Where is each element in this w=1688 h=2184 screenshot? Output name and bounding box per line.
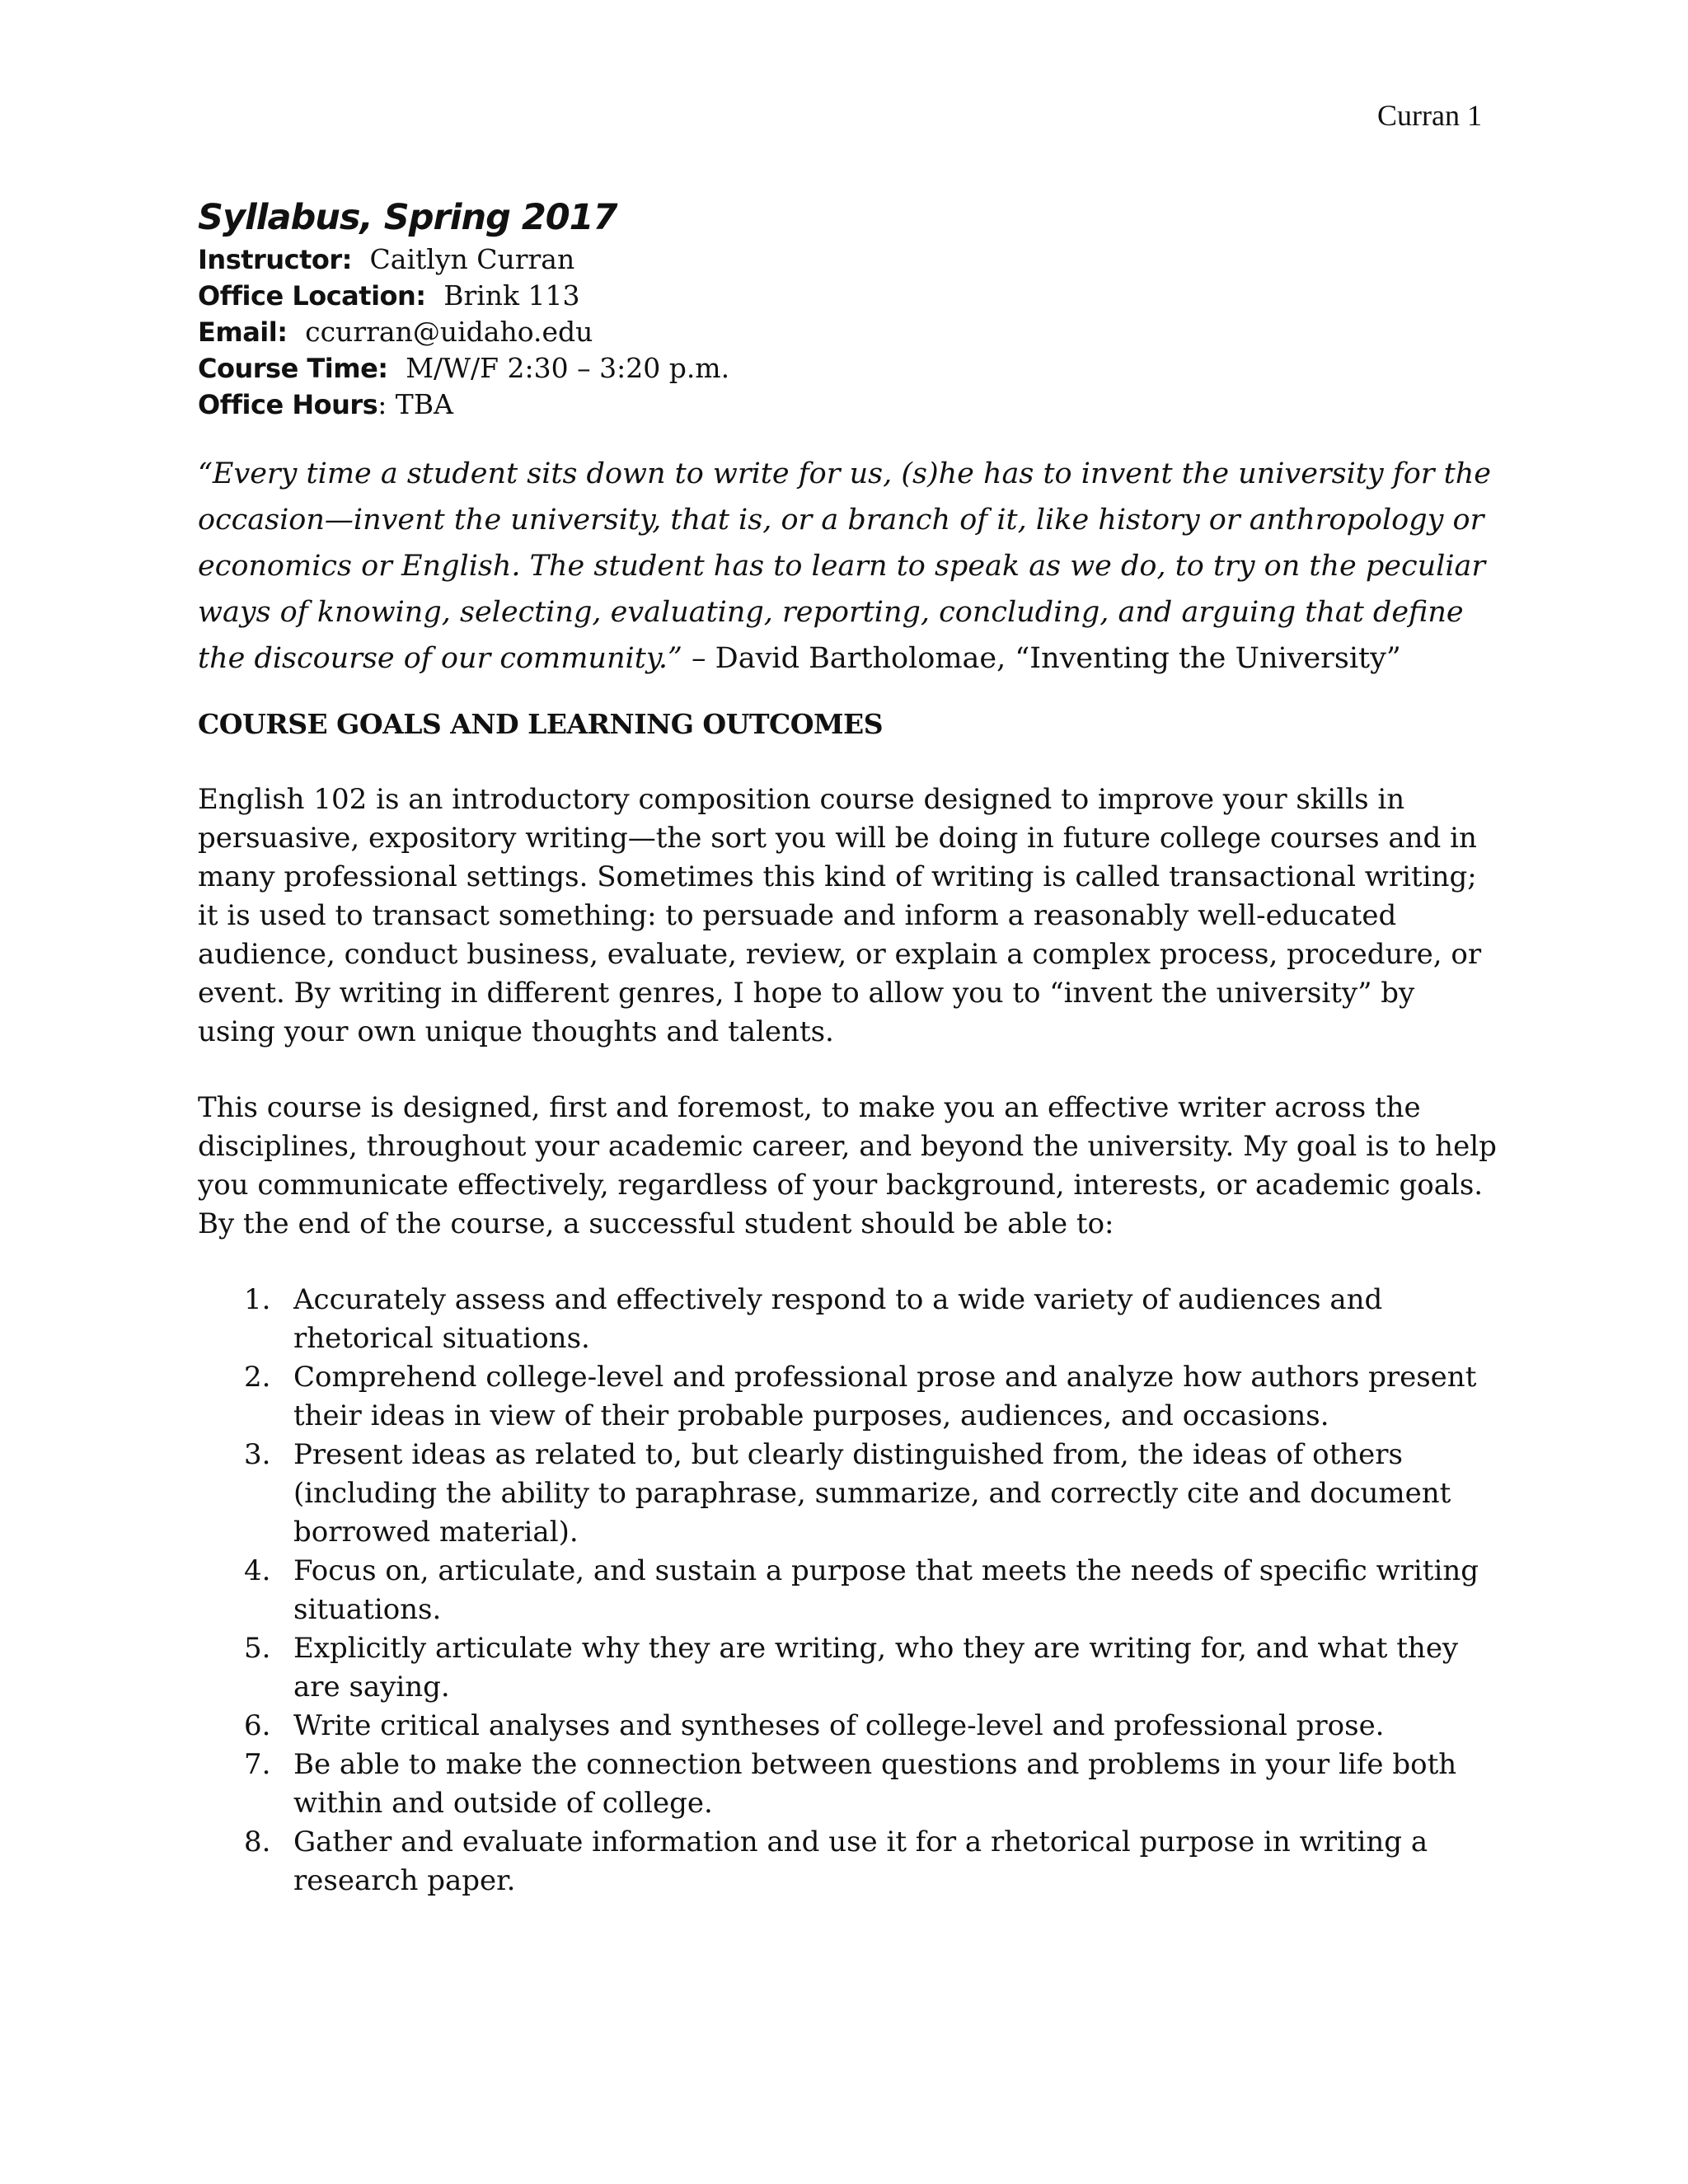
email-line bbox=[198, 314, 1500, 350]
list-item bbox=[198, 1436, 1500, 1552]
list-item bbox=[198, 1281, 1500, 1358]
list-item-number: 4. bbox=[244, 1554, 271, 1587]
list-item-text: Explicitly articulate why they are writing, who they are writing for, and what they are saying. bbox=[293, 1632, 1459, 1704]
list-item-text: Accurately assess and effectively respond to a wide variety of audiences and rhetorical situations. bbox=[293, 1283, 1383, 1355]
list-item-number: 3. bbox=[244, 1438, 271, 1471]
list-item bbox=[198, 1629, 1500, 1707]
list-item bbox=[198, 1552, 1500, 1629]
office-hours-value: : TBA bbox=[377, 388, 453, 420]
running-header: Curran 1 bbox=[1377, 99, 1482, 132]
list-item bbox=[198, 1823, 1500, 1900]
instructor-label: Instructor: bbox=[198, 244, 352, 275]
quote-attribution: – David Bartholomae, “Inventing the University” bbox=[682, 642, 1401, 675]
office-hours-label: Office Hours bbox=[198, 389, 378, 420]
office-location-line bbox=[198, 278, 1500, 314]
list-item bbox=[198, 1707, 1500, 1746]
list-item-number: 6. bbox=[244, 1709, 271, 1742]
list-item-text: Gather and evaluate information and use it for a rhetorical purpose in writing a research paper. bbox=[293, 1825, 1428, 1897]
list-item-text: Be able to make the connection between questions and problems in your life both within and outside of college. bbox=[293, 1748, 1457, 1820]
document-title: Syllabus, Spring 2017 bbox=[198, 197, 617, 238]
course-time-line bbox=[198, 350, 1500, 387]
outcomes-list bbox=[198, 1281, 1500, 1900]
paragraph-goals: This course is designed, first and foremost, to make you an effective writer across the disciplines, throughout your academic career, and beyond the university. My goal is to help you communicate effectively, regardless of your background, interests, or academic goals. By the end of the course, a successful student should be able to: bbox=[198, 1091, 1497, 1240]
list-item-number: 5. bbox=[244, 1632, 271, 1665]
office-hours-line bbox=[198, 387, 1500, 423]
office-location-label: Office Location: bbox=[198, 280, 426, 312]
list-item-number: 1. bbox=[244, 1283, 271, 1316]
list-item-number: 7. bbox=[244, 1748, 271, 1781]
course-info-block bbox=[198, 241, 1500, 423]
email-value: ccurran@uidaho.edu bbox=[305, 316, 593, 348]
quote-text: “Every time a student sits down to write for us, (s)he has to invent the university for the occasion—invent the university, that is, or a branch of it, like history or anthropology or economics or English. The student has to learn to speak as we do, to try on the peculiar ways of knowing, selecting, evaluating, reporting, concluding, and arguing that define the discourse of our community.” bbox=[198, 457, 1491, 675]
list-item bbox=[198, 1358, 1500, 1436]
instructor-line bbox=[198, 241, 1500, 278]
document-body bbox=[198, 194, 1500, 1900]
list-item bbox=[198, 1746, 1500, 1823]
epigraph-quote bbox=[198, 451, 1500, 682]
list-item-text: Comprehend college-level and professional prose and analyze how authors present their ideas in view of their probable purposes, audiences, and occasions. bbox=[293, 1361, 1477, 1432]
section-heading: COURSE GOALS AND LEARNING OUTCOMES bbox=[198, 708, 884, 740]
list-item-text: Focus on, articulate, and sustain a purpose that meets the needs of specific writing situations. bbox=[293, 1554, 1479, 1626]
course-time-label: Course Time: bbox=[198, 353, 388, 384]
list-item-number: 2. bbox=[244, 1361, 271, 1394]
office-location-value: Brink 113 bbox=[443, 279, 580, 312]
instructor-value: Caitlyn Curran bbox=[369, 243, 575, 275]
list-item-number: 8. bbox=[244, 1825, 271, 1858]
list-item-text: Present ideas as related to, but clearly distinguished from, the ideas of others (including the ability to paraphrase, summarize, and correctly cite and document borrowed material). bbox=[293, 1438, 1451, 1549]
email-label: Email: bbox=[198, 316, 288, 348]
list-item-text: Write critical analyses and syntheses of college-level and professional prose. bbox=[293, 1709, 1385, 1742]
paragraph-intro: English 102 is an introductory composition course designed to improve your skills in persuasive, expository writing—the sort you will be doing in future college courses and in many professional settings. Sometimes this kind of writing is called transactional writing; it is used to transact something: to persuade and inform a reasonably well-educated audience, conduct business, evaluate, review, or explain a complex process, procedure, or event. By writing in different genres, I hope to allow you to “invent the university” by using your own unique thoughts and talents. bbox=[198, 783, 1482, 1048]
course-time-value: M/W/F 2:30 – 3:20 p.m. bbox=[406, 352, 730, 384]
